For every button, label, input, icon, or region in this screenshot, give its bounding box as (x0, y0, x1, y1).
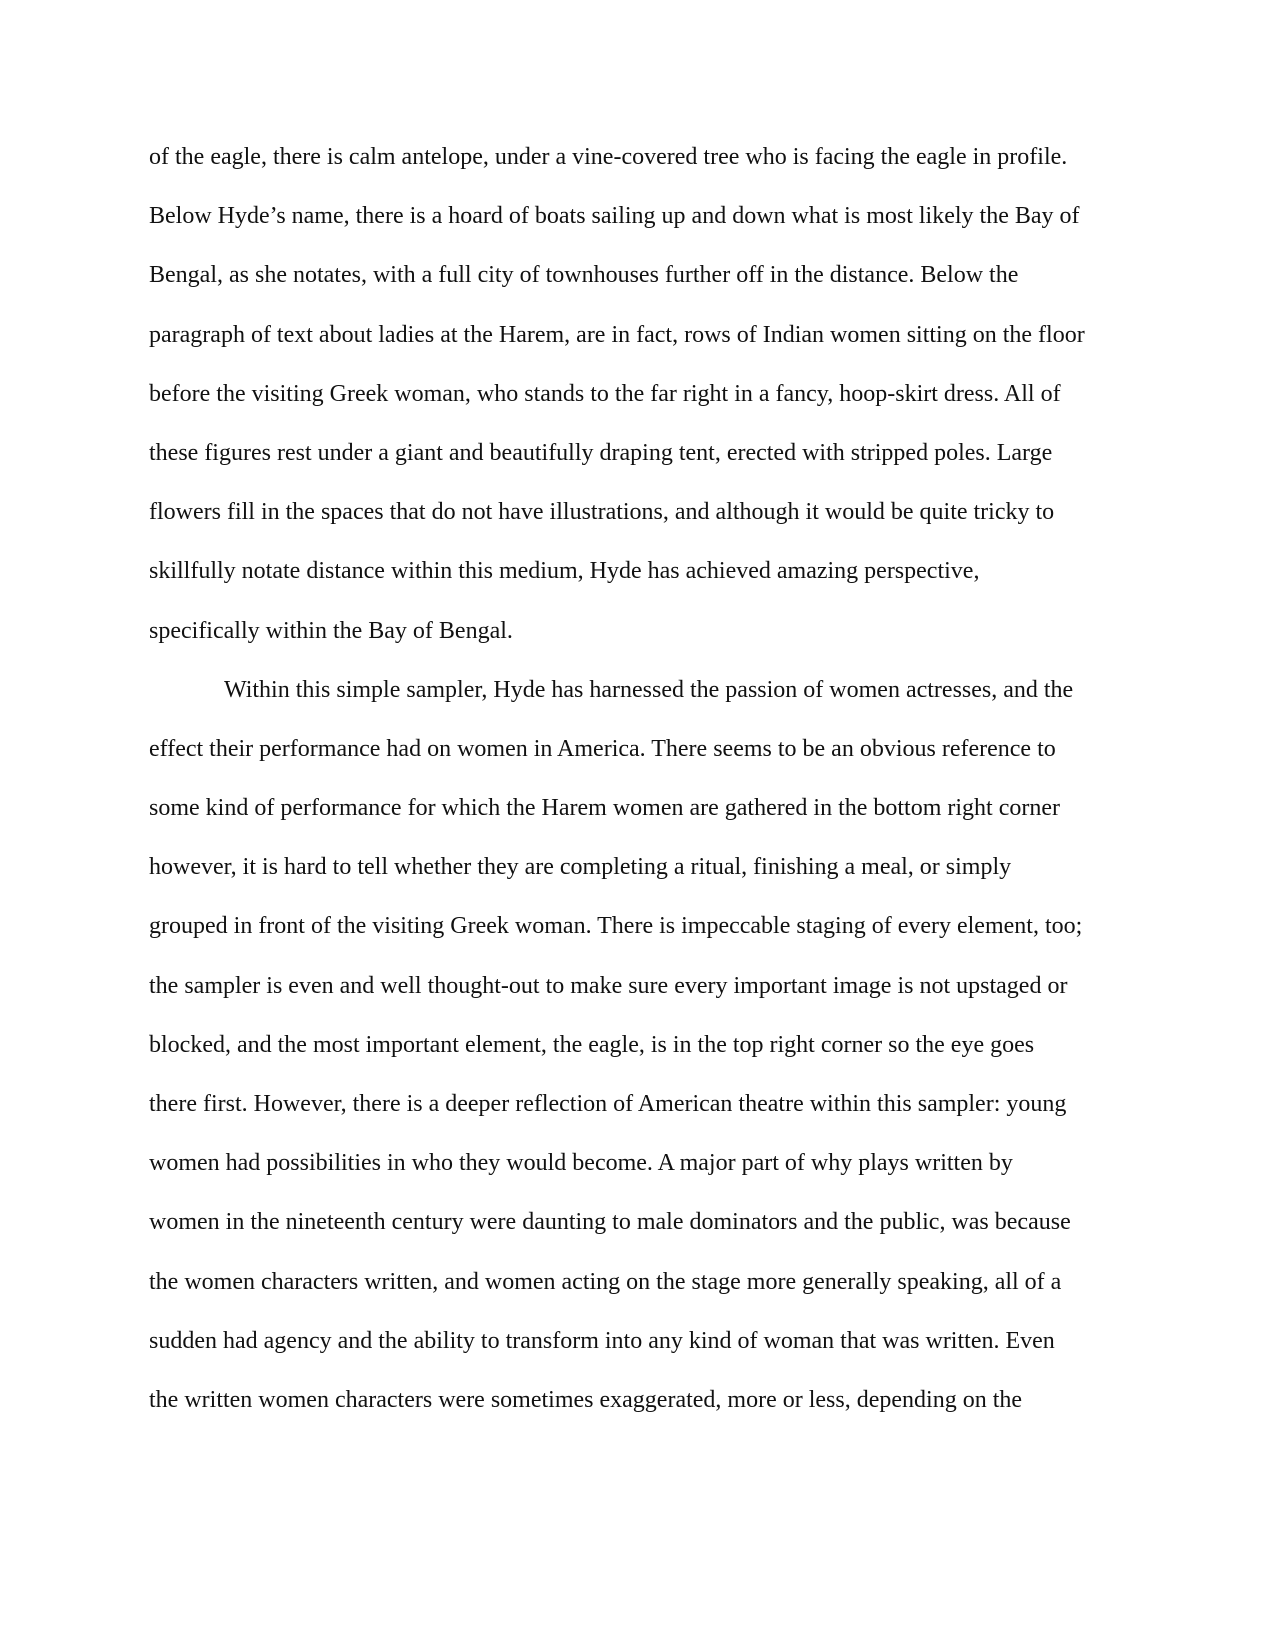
text-line: Bengal, as she notates, with a full city of townhouses further off in the distance. Below the (149, 262, 1019, 289)
text-line: paragraph of text about ladies at the Harem, are in fact, rows of Indian women sitting on the floor (149, 321, 1085, 348)
text-line: the sampler is even and well thought-out to make sure every important image is not upstaged or (149, 972, 1068, 999)
text-line: these figures rest under a giant and beautifully draping tent, erected with stripped poles. Large (149, 439, 1053, 466)
text-line: however, it is hard to tell whether they are completing a ritual, finishing a meal, or simply (149, 854, 1012, 881)
text-line: effect their performance had on women in America. There seems to be an obvious reference to (149, 735, 1056, 762)
text-line: the written women characters were sometimes exaggerated, more or less, depending on the (149, 1386, 1023, 1413)
body-text (149, 142, 1149, 1444)
text-line: before the visiting Greek woman, who stands to the far right in a fancy, hoop-skirt dress. All of (149, 380, 1061, 407)
text-line: women had possibilities in who they would become. A major part of why plays written by (149, 1150, 1013, 1177)
text-line: Below Hyde’s name, there is a hoard of boats sailing up and down what is most likely the Bay of (149, 203, 1080, 230)
text-line: specifically within the Bay of Bengal. (149, 617, 513, 644)
text-line: flowers fill in the spaces that do not have illustrations, and although it would be quite tricky to (149, 499, 1055, 526)
text-line: of the eagle, there is calm antelope, under a vine-covered tree who is facing the eagle in profile. (149, 144, 1068, 170)
text-line: women in the nineteenth century were daunting to male dominators and the public, was because (149, 1209, 1071, 1236)
text-line: the women characters written, and women acting on the stage more generally speaking, all of a (149, 1268, 1062, 1295)
paragraph-start-line: Within this simple sampler, Hyde has harnessed the passion of women actresses, and the (224, 676, 1074, 703)
text-line: some kind of performance for which the Harem women are gathered in the bottom right corner (149, 795, 1061, 822)
text-line: sudden had agency and the ability to transform into any kind of woman that was written. Even (149, 1327, 1055, 1354)
text-line: grouped in front of the visiting Greek woman. There is impeccable staging of every element, too; (149, 913, 1083, 940)
text-line: skillfully notate distance within this medium, Hyde has achieved amazing perspective, (149, 558, 980, 585)
text-line: blocked, and the most important element, the eagle, is in the top right corner so the eye goes (149, 1031, 1035, 1058)
text-line: there first. However, there is a deeper reflection of American theatre within this sampler: young (149, 1091, 1067, 1117)
